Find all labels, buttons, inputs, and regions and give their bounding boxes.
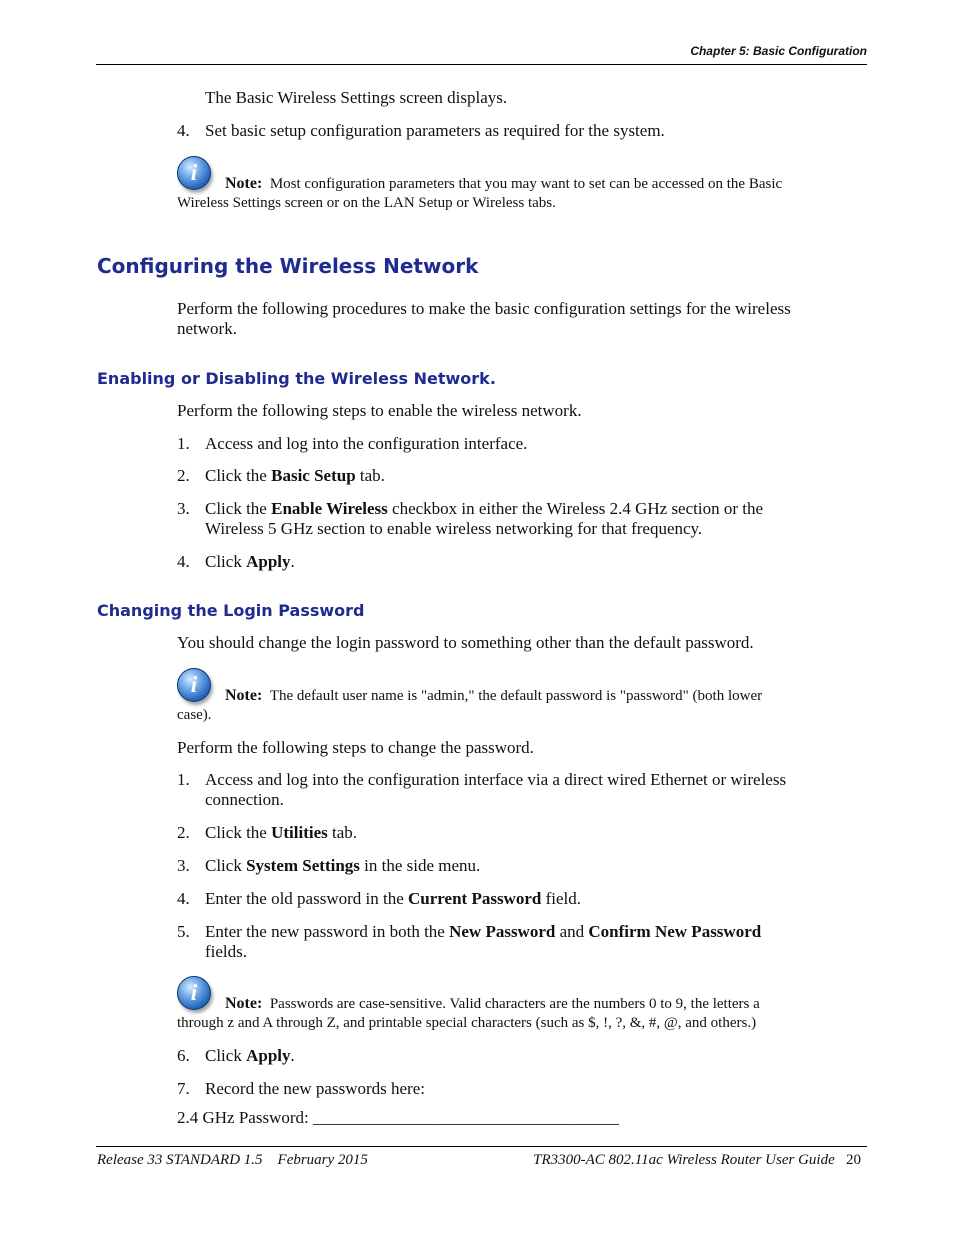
subsection-heading: Changing the Login Password <box>97 601 365 620</box>
step-number: 2. <box>177 823 190 842</box>
subsection-intro: Perform the following steps to enable the wireless network. <box>177 401 582 420</box>
info-icon: i <box>177 976 211 1010</box>
step-text: Access and log into the configuration interface. <box>205 434 528 453</box>
step-number: 4. <box>177 552 190 571</box>
step-number: 1. <box>177 770 190 789</box>
password-label: 2.4 GHz Password: <box>177 1108 309 1127</box>
footer-rule <box>96 1146 867 1147</box>
section-intro-line: network. <box>177 319 237 338</box>
step-number: 3. <box>177 499 190 518</box>
step-number: 5. <box>177 922 190 941</box>
note-text: Passwords are case-sensitive. Valid characters are the numbers 0 to 9, the letters a <box>269 996 760 1012</box>
page-header <box>96 44 867 65</box>
step-text: Enter the new password in both the New Password and Confirm New Password fields. <box>205 922 762 961</box>
step-text: Click the Enable Wireless checkbox in either the Wireless 2.4 GHz section or the Wireless 5 GHz section to enable wireless networking for that frequency. <box>205 499 764 538</box>
step-number: 4. <box>177 889 190 908</box>
step-number: 1. <box>177 434 190 453</box>
note-block <box>177 174 867 213</box>
note-text: Wireless Settings screen or on the LAN Setup or Wireless tabs. <box>177 195 556 211</box>
subsection-intro: You should change the login password to something other than the default password. <box>177 633 754 652</box>
step-text: Click Apply. <box>205 552 295 571</box>
step-text: Record the new passwords here: <box>205 1079 425 1098</box>
step-number: 7. <box>177 1079 190 1098</box>
section-intro-line: Perform the following procedures to make the basic configuration settings for the wireless <box>177 299 791 318</box>
note-lead: Note: <box>225 175 263 192</box>
step-text: Set basic setup configuration parameters as required for the system. <box>205 121 665 140</box>
note-lead: Note: <box>225 687 263 704</box>
step-text: Click Apply. <box>205 1046 295 1065</box>
footer-guide-title: TR3300-AC 802.11ac Wireless Router User Guide <box>533 1152 835 1168</box>
subsection-heading: Enabling or Disabling the Wireless Network. <box>97 369 496 388</box>
password-blank: ____________________________________ <box>313 1108 619 1127</box>
step-text: Click the Utilities tab. <box>205 823 358 842</box>
step-number: 2. <box>177 466 190 485</box>
footer-title <box>533 1152 861 1169</box>
section-intro <box>177 299 867 339</box>
note-block <box>177 686 867 725</box>
intro-text: The Basic Wireless Settings screen displays. <box>205 88 508 107</box>
note-lead: Note: <box>225 995 263 1012</box>
step-text: Access and log into the configuration interface via a direct wired Ethernet or wireless connection. <box>205 770 787 809</box>
note-text: through z and A through Z, and printable special characters (such as $, !, ?, &, #, @, and others.) <box>177 1015 757 1031</box>
note-block <box>177 994 867 1033</box>
chapter-title: Chapter 5: Basic Configuration <box>690 44 867 58</box>
step-number: 3. <box>177 856 190 875</box>
step-text: Click System Settings in the side menu. <box>205 856 481 875</box>
section-heading: Configuring the Wireless Network <box>97 254 479 278</box>
info-icon: i <box>177 668 211 702</box>
note-text: The default user name is "admin," the default password is "password" (both lower <box>269 688 763 704</box>
footer-release: Release 33 STANDARD 1.5 February 2015 <box>97 1152 368 1168</box>
note-text: case). <box>177 707 212 723</box>
info-icon: i <box>177 156 211 190</box>
note-text: Most configuration parameters that you may want to set can be accessed on the Basic <box>269 176 783 192</box>
step-text: Enter the old password in the Current Password field. <box>205 889 581 908</box>
steps-intro: Perform the following steps to change the password. <box>177 738 534 757</box>
password-record-line <box>177 1108 619 1128</box>
step-number: 6. <box>177 1046 190 1065</box>
step-text: Click the Basic Setup tab. <box>205 466 385 485</box>
page-number: 20 <box>846 1152 861 1168</box>
step-number: 4. <box>177 121 190 140</box>
